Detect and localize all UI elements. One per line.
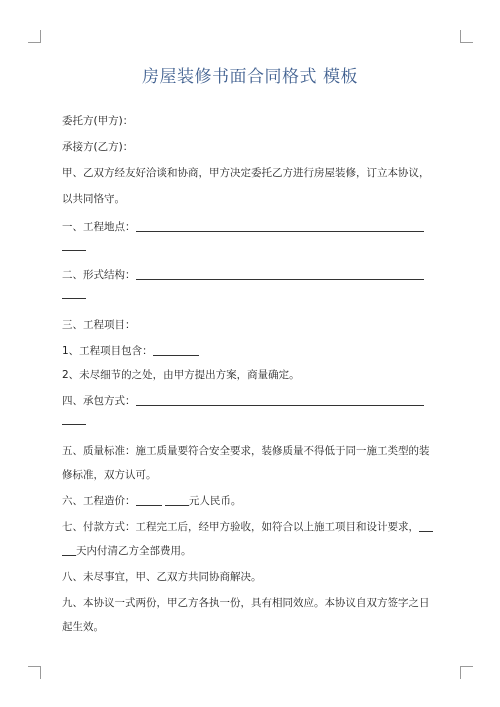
- contractor-party-label: 承接方(乙方)：: [62, 141, 134, 153]
- client-party-line: [62, 108, 440, 134]
- clause-4-label: 四、承包方式：: [62, 395, 136, 407]
- clause-8-text: 八、未尽事宜，甲、乙双方共同协商解决。: [62, 571, 262, 583]
- intro-paragraph-line-2: [62, 186, 440, 212]
- intro-paragraph-line-1: [62, 160, 440, 186]
- clause-6-blank-b[interactable]: [165, 491, 189, 506]
- client-party-label: 委托方(甲方)：: [62, 115, 134, 127]
- clause-6-label: 六、工程造价：: [62, 495, 136, 507]
- intro-text-1: 甲、乙双方经友好洽谈和协商，甲方决定委托乙方进行房屋装修，订立本协议，: [62, 167, 430, 179]
- clause-3-1-blank[interactable]: [153, 341, 199, 356]
- clause-3-line: [62, 312, 440, 338]
- clause-7-text-2: 天内付清乙方全部费用。: [76, 545, 192, 557]
- clause-2-blank-tail[interactable]: [62, 284, 86, 299]
- clause-3-1-line: [62, 338, 440, 364]
- page-corner-top-left: [28, 30, 41, 43]
- clause-1-label: 一、工程地点：: [62, 221, 136, 233]
- clause-2-blank[interactable]: [136, 265, 424, 280]
- clause-2-continuation: [62, 284, 440, 299]
- clause-6-line: [62, 488, 440, 514]
- clause-3-1-label: 1、工程项目包含：: [62, 345, 153, 357]
- clause-6-suffix: 元人民币。: [188, 495, 242, 507]
- clause-1-continuation: [62, 236, 440, 251]
- clause-4-blank[interactable]: [136, 391, 424, 406]
- clause-7-blank-b[interactable]: [62, 541, 76, 556]
- clause-3-label: 三、工程项目：: [62, 319, 136, 331]
- clause-7-text-1: 七、付款方式：工程完工后，经甲方验收，如符合以上施工项目和设计要求，: [62, 521, 419, 533]
- clause-5-line-2: [62, 462, 440, 488]
- document-title: 房屋装修书面合同格式 模板: [142, 67, 358, 87]
- clause-3-2-text: 2、未尽细节的之处，由甲方提出方案，商量确定。: [62, 369, 300, 381]
- clause-7-line-2: [62, 538, 440, 564]
- clause-1-blank-tail[interactable]: [62, 236, 86, 251]
- page-corner-top-right: [460, 30, 473, 43]
- clause-9-text-2: 起生效。: [62, 621, 104, 633]
- clause-4-blank-tail[interactable]: [62, 410, 86, 425]
- clause-3-2-line: [62, 362, 440, 388]
- page-corner-bottom-left: [28, 666, 41, 679]
- clause-9-line-2: [62, 614, 440, 640]
- clause-4-continuation: [62, 410, 440, 425]
- clause-9-line-1: [62, 590, 440, 616]
- clause-5-line-1: [62, 438, 440, 464]
- clause-2-label: 二、形式结构：: [62, 269, 136, 281]
- clause-7-blank-a[interactable]: [419, 517, 433, 532]
- intro-text-2: 以共同恪守。: [62, 193, 125, 205]
- clause-1-blank[interactable]: [136, 217, 424, 232]
- clause-5-text-2: 修标准，双方认可。: [62, 469, 157, 481]
- clause-6-blank-a[interactable]: [136, 491, 162, 506]
- clause-7-line-1: [62, 514, 440, 540]
- contractor-party-line: [62, 134, 440, 160]
- clause-5-text-1: 五、质量标准：施工质量要符合安全要求，装修质量不得低于同一施工类型的装: [62, 445, 430, 457]
- page-corner-bottom-right: [460, 666, 473, 679]
- clause-9-text-1: 九、本协议一式两份，甲乙方各执一份，具有相同效应。本协议自双方签字之日: [62, 597, 430, 609]
- clause-8-line: [62, 564, 440, 590]
